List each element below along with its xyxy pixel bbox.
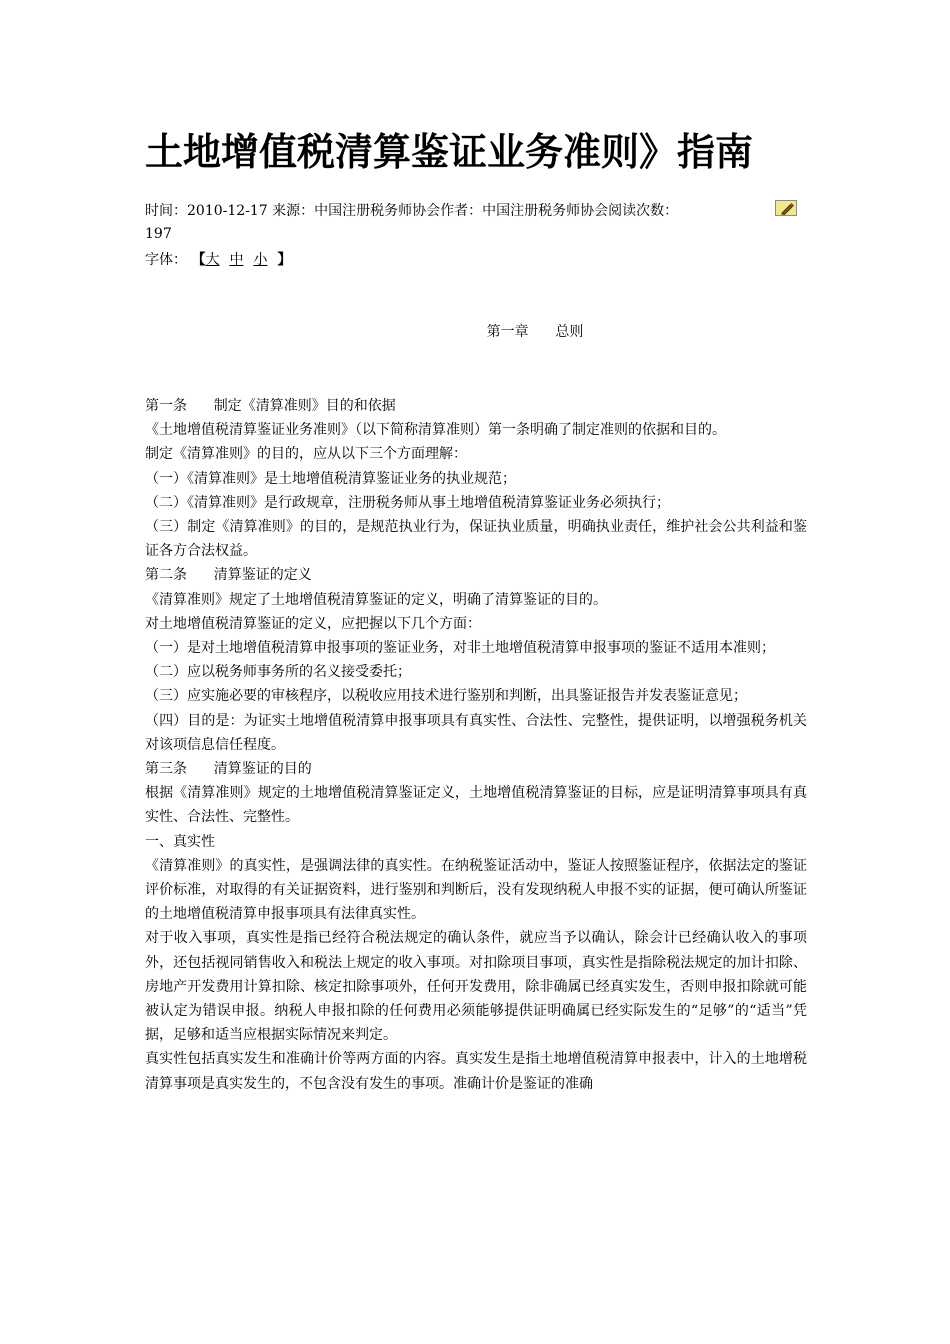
paragraph: 《清算准则》规定了土地增值税清算鉴证的定义，明确了清算鉴证的目的。 [145,591,607,608]
article-heading: 第三条 清算鉴证的目的 [145,761,312,778]
paragraph: 对于收入事项，真实性是指已经符合税法规定的确认条件，就应当予以确认，除会计已经确认收入的事项外，还包括视同销售收入和税法上规定的收入事项。对扣除项目事项，真实性是指除税法规定的加计扣除、房地产开发费用计算扣除、核定扣除事项外，任何开发费用，除非确属已经真实发生，否则申报扣除就可能被认定为错误申报。纳税人申报扣除的任何费用必须能够提供证明确属已经实际发生的“足够”的“适当”凭据，足够和适当应根据实际情况来判定。 [145,930,807,1044]
font-medium-link[interactable]: 中 [229,252,244,268]
chapter-heading: 第一章 总则 [486,324,584,340]
article-heading: 第二条 清算鉴证的定义 [145,567,312,584]
paragraph: 对土地增值税清算鉴证的定义，应把握以下几个方面： [145,615,481,632]
paragraph: 制定《清算准则》的目的，应从以下三个方面理解： [145,446,467,463]
font-size-switcher [145,249,291,272]
paragraph: （二）应以税务师事务所的名义接受委托； [145,664,411,681]
paragraph: 根据《清算准则》规定的土地增值税清算鉴证定义，土地增值税清算鉴证的目标，应是证明清算事项具有真实性、合法性、完整性。 [145,785,807,826]
open-bracket: 【 [191,252,206,268]
paragraph: （三）制定《清算准则》的目的，是规范执业行为，保证执业质量，明确执业责任，维护社会公共利益和鉴证各方合法权益。 [145,519,807,560]
font-small-link[interactable]: 小 [253,252,268,268]
paragraph: 《清算准则》的真实性，是强调法律的真实性。在纳税鉴证活动中，鉴证人按照鉴证程序，依据法定的鉴证评价标准，对取得的有关证据资料，进行鉴别和判断后，没有发现纳税人申报不实的证据，便可确认所鉴证的土地增值税清算申报事项具有法律真实性。 [145,857,807,923]
read-count: 197 [145,226,172,242]
paragraph: （四）目的是：为证实土地增值税清算申报事项具有真实性、合法性、完整性，提供证明，以增强税务机关对该项信息信任程度。 [145,712,807,753]
paragraph: 《土地增值税清算鉴证业务准则》（以下简称清算准则）第一条明确了制定准则的依据和目的。 [145,422,726,439]
paragraph: 一、真实性 [145,833,215,850]
article-body [145,394,807,1096]
close-bracket: 】 [277,252,292,268]
article-heading: 第一条 制定《清算准则》目的和依据 [145,398,396,414]
paragraph: （三）应实施必要的审核程序，以税收应用技术进行鉴别和判断，出具鉴证报告并发表鉴证意见； [145,688,747,705]
article-meta [145,200,807,246]
paragraph: （一）是对土地增值税清算申报事项的鉴证业务，对非土地增值税清算申报事项的鉴证不适用本准则； [145,640,775,657]
font-large-link[interactable]: 大 [205,252,220,268]
paragraph: （二）《清算准则》是行政规章，注册税务师从事土地增值税清算鉴证业务必须执行； [145,494,670,511]
document-title: 土地增值税清算鉴证业务准则》指南 [145,130,754,174]
paragraph: 真实性包括真实发生和准确计价等两方面的内容。真实发生是指土地增值税清算申报表中，计入的土地增税清算事项是真实发生的，不包含没有发生的事项。准确计价是鉴证的准确 [145,1051,807,1092]
meta-info: 时间：2010-12-17 来源：中国注册税务师协会作者：中国注册税务师协会阅读次数： [145,203,679,219]
font-size-label: 字体： [145,252,187,268]
edit-pencil-icon[interactable] [775,200,797,216]
paragraph: （一）《清算准则》是土地增值税清算鉴证业务的执业规范； [145,470,516,487]
